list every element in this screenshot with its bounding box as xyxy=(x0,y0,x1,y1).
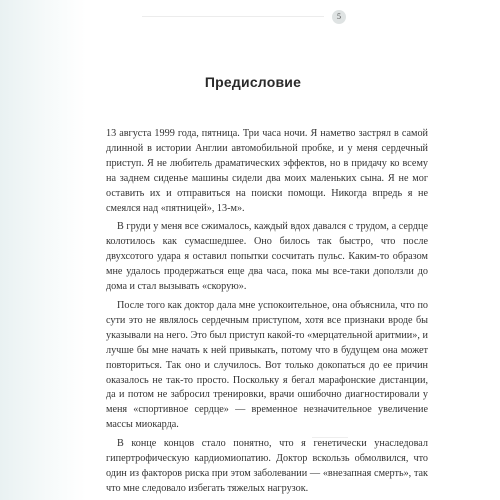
paragraph: В конце концов стало понятно, что я генетически унаследовал гипертрофическую кардиомиопатию. Доктор вскользь обмолвился, что один из факторов риска при этом заболевании — «внезапная смерть», так что мне следовало избегать тяжелых нагрузок. xyxy=(106,438,428,494)
paragraph: После того как доктор дала мне успокоительное, она объяснила, что по сути это не являлось сердечным приступом, хотя все признаки вроде бы указывали на него. Это был приступ какой-то «мерцательной аритмии», и лучше бы мне начать к ней привыкать, потому что в будущем она может повториться. Так оно и случилось. Вот только докопаться до ее причин оказалось не так-то просто. Поскольку я бегал марафонские дистанции, да и потом не забросил тренировки, врачи ошибочно диагностировали у меня «спортивное сердце» — временное незначительное увеличение массы миокарда. xyxy=(106,299,428,431)
page-number: 5 xyxy=(332,10,346,24)
paragraph: В груди у меня все сжималось, каждый вдох давался с трудом, а сердце колотилось как сумасшедшее. Оно билось так быстро, что после двухсотого удара я оставил попытки сосчитать пульс. Каким-то образом мне удалось продержаться еще два часа, пока мы все-таки доползли до дома и стал вызывать «скорую». xyxy=(106,221,428,293)
footer-mark xyxy=(312,437,348,438)
chapter-title: Предисловие xyxy=(204,74,302,90)
paragraph: 13 августа 1999 года, пятница. Три часа ночи. Я наметво застрял в самой длинной в истории Англии автомобильной пробке, и у меня сердечный приступ. Я не любитель драматических эффектов, но в придачу ко всему на заднем сиденье машины сидели два моих маленьких сына. Я не мог оставить их и отправиться на поиски помощи. Никогда впредь я не смеялся над «пятницей», 13-м». xyxy=(106,128,428,214)
body-text xyxy=(106,127,428,500)
page-margin xyxy=(0,0,86,500)
header-rule xyxy=(142,16,324,17)
